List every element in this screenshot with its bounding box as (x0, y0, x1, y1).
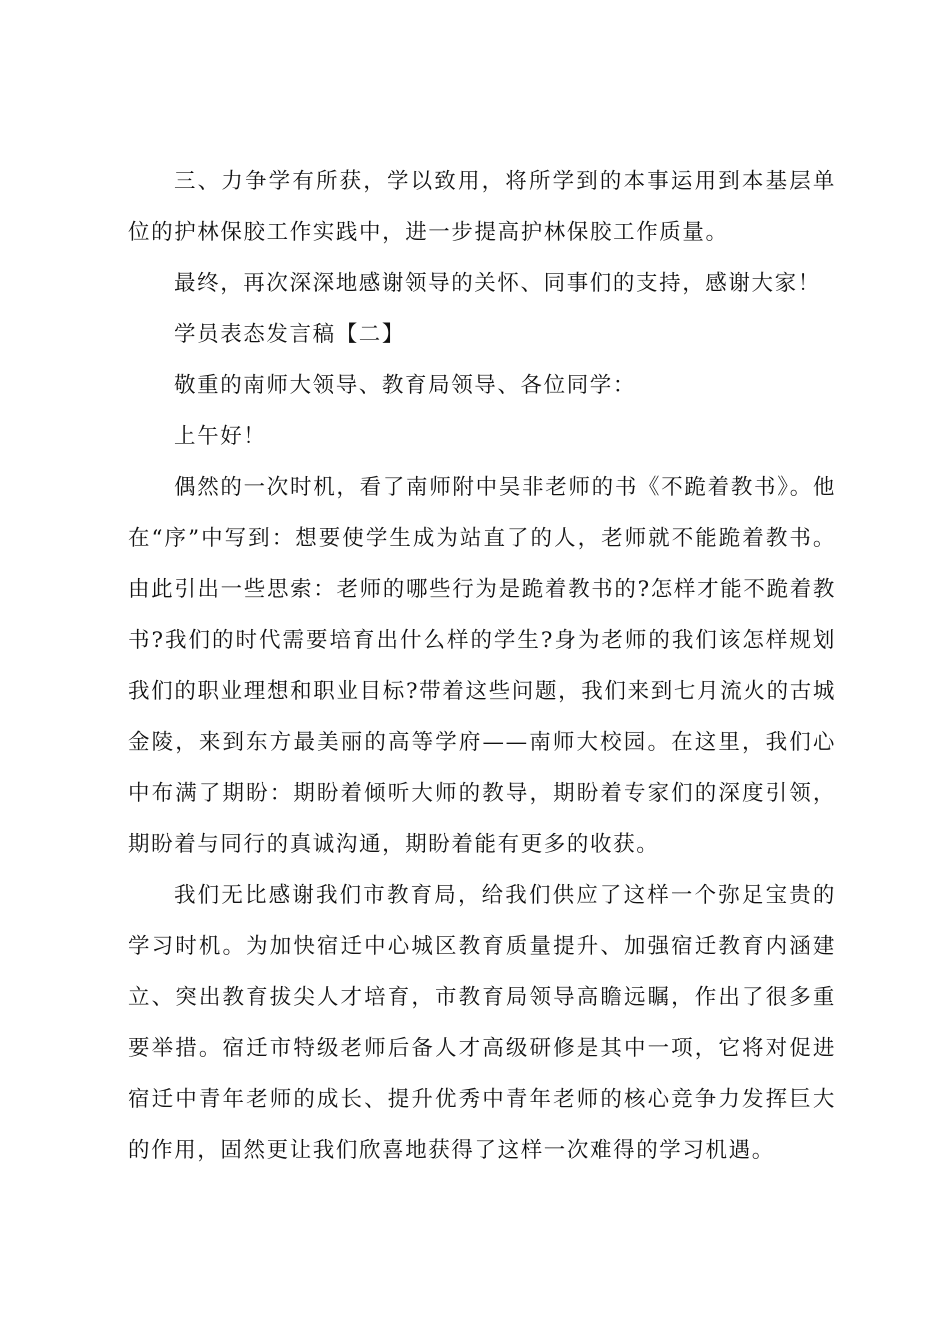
paragraph-gratitude-bureau: 我们无比感谢我们市教育局，给我们供应了这样一个弥足宝贵的学习时机。为加快宿迁中心城区教育质量提升、加强宿迁教育内涵建立、突出教育拔尖人才培育，市教育局领导高瞻远瞩，作出了很多重要举措。宿迁市特级老师后备人才高级研修是其中一项，它将对促进宿迁中青年老师的成长、提升优秀中青年老师的核心竞争力发挥巨大的作用，固然更让我们欣喜地获得了这样一次难得的学习机遇。 (128, 883, 836, 1163)
salutation: 敬重的南师大领导、教育局领导、各位同学： (174, 373, 637, 398)
paragraph-thanks: 最终，再次深深地感谢领导的关怀、同事们的支持，感谢大家！ (174, 271, 821, 296)
section-heading: 学员表态发言稿【二】 (174, 322, 406, 347)
paragraph-opportunity: 偶然的一次时机，看了南师附中吴非老师的书《不跪着教书》。他在“序”中写到：想要使学生成为站直了的人，老师就不能跪着教书。由此引出一些思索：老师的哪些行为是跪着教书的?怎样才能不跪着教书?我们的时代需要培育出什么样的学生?身为老师的我们该怎样规划我们的职业理想和职业目标?带着这些问题，我们来到七月流火的古城金陵，来到东方最美丽的高等学府——南师大校园。在这里，我们心中布满了期盼：期盼着倾听大师的教导，期盼着专家们的深度引领，期盼着与同行的真诚沟通，期盼着能有更多的收获。 (128, 475, 836, 857)
document-body (128, 156, 836, 1176)
greeting: 上午好！ (174, 424, 267, 449)
paragraph-study-goal: 三、力争学有所获，学以致用，将所学到的本事运用到本基层单位的护林保胶工作实践中，进一步提高护林保胶工作质量。 (128, 169, 836, 245)
